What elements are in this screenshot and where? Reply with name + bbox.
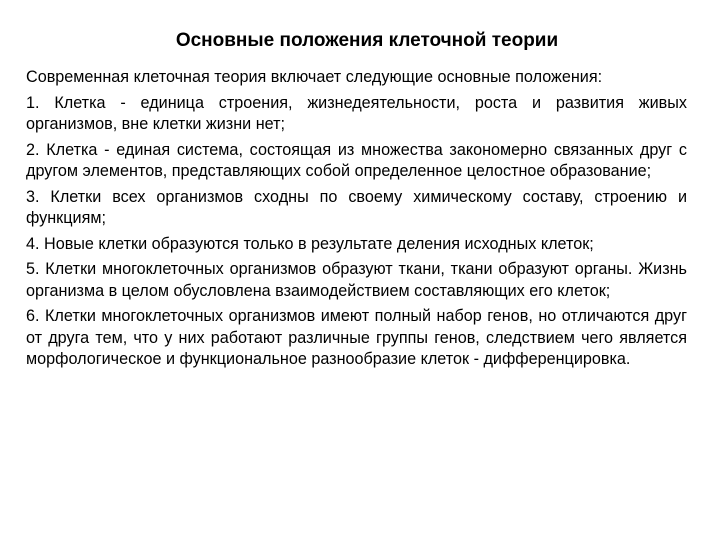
list-item-2: 2. Клетка - единая система, состоящая из множества закономерно связанных друг с другом элементов, представляющих собой определенное целостное образование; [26, 140, 687, 180]
list-item-1: 1. Клетка - единица строения, жизнедеятельности, роста и развития живых организмов, вне клетки жизни нет; [26, 93, 687, 133]
list-item-3: 3. Клетки всех организмов сходны по своему химическому составу, строению и функциям; [26, 187, 687, 227]
slide-title: Основные положения клеточной теории [175, 30, 559, 51]
list-item-6: 6. Клетки многоклеточных организмов имеют полный набор генов, но отличаются друг от друга тем, что у них работают различные группы генов, следствием чего является морфологическое и функциональное разнообразие клеток - дифференцировка. [26, 307, 687, 368]
list-item-5: 5. Клетки многоклеточных организмов образуют ткани, ткани образуют органы. Жизнь организма в целом обусловлена взаимодействием составляющих его клеток; [26, 260, 687, 300]
list-item-4: 4. Новые клетки образуются только в результате деления исходных клеток; [26, 234, 594, 253]
intro-paragraph: Современная клеточная теория включает следующие основные положения: [26, 68, 603, 86]
slide-body [26, 67, 687, 375]
